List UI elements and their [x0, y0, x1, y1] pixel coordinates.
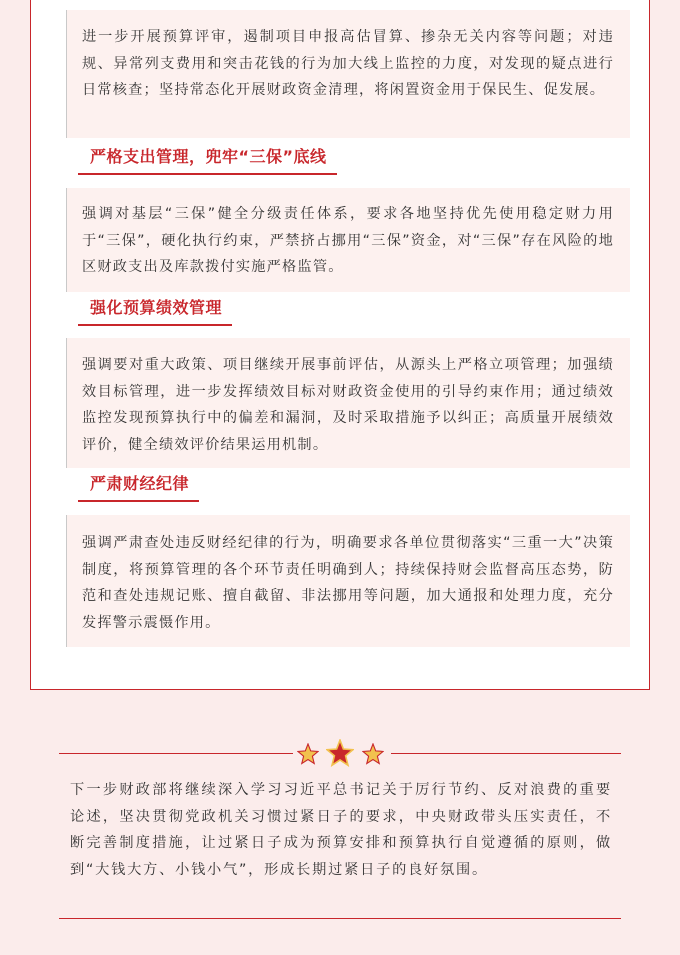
- paragraph: 强调要对重大政策、项目继续开展事前评估，从源头上严格立项管理；加强绩效目标管理，进一步发挥绩效目标对财政资金使用的引导约束作用；通过绩效监控发现预算执行中的偏差和漏洞，及时采取措施予以纠正；高质量开展绩效评价，健全绩效评价结果运用机制。: [82, 357, 614, 453]
- section-heading-3: 强化预算绩效管理: [78, 297, 232, 326]
- paragraph: 强调严肃查处违反财经纪律的行为，明确要求各单位贯彻落实“三重一大”决策制度，将预算管理的各个环节责任明确到人；持续保持财会监督高压态势，防范和查处违规记账、擅自截留、非法挪用等问题，加大通报和处理力度，充分发挥警示震慑作用。: [82, 535, 614, 631]
- star-icon: [297, 743, 319, 765]
- paragraph: 下一步财政部将继续深入学习习近平总书记关于厉行节约、反对浪费的重要论述，坚决贯彻党政机关习惯过紧日子的要求，中央财政带头压实责任，不断完善制度措施，让过紧日子成为预算安排和预算执行自觉遵循的原则，做到“大钱大方、小钱小气”，形成长期过紧日子的良好氛围。: [70, 782, 612, 878]
- paragraph: 进一步开展预算评审，遏制项目申报高估冒算、掺杂无关内容等问题；对违规、异常列支费用和突击花钱的行为加大线上监控的力度，对发现的疑点进行日常核查；坚持常态化开展财政资金清理，将闲置资金用于保民生、促发展。: [82, 29, 614, 98]
- paragraph: 强调对基层“三保”健全分级责任体系，要求各地坚持优先使用稳定财力用于“三保”，硬化执行约束，严禁挤占挪用“三保”资金，对“三保”存在风险的地区财政支出及库款拨付实施严格监管。: [82, 206, 614, 275]
- section-body-2: [66, 188, 630, 292]
- divider-line-right: [391, 753, 621, 754]
- star-icon: [326, 739, 354, 767]
- bottom-divider: [59, 918, 621, 919]
- divider-line-left: [59, 753, 293, 754]
- star-icon: [362, 743, 384, 765]
- closing-paragraph: [70, 777, 612, 883]
- section-body-4: [66, 515, 630, 647]
- section-body-3: [66, 338, 630, 468]
- section-heading-2: 严格支出管理，兜牢“三保”底线: [78, 146, 337, 175]
- section-heading-4: 严肃财经纪律: [78, 473, 199, 502]
- section-body-1: [66, 10, 630, 138]
